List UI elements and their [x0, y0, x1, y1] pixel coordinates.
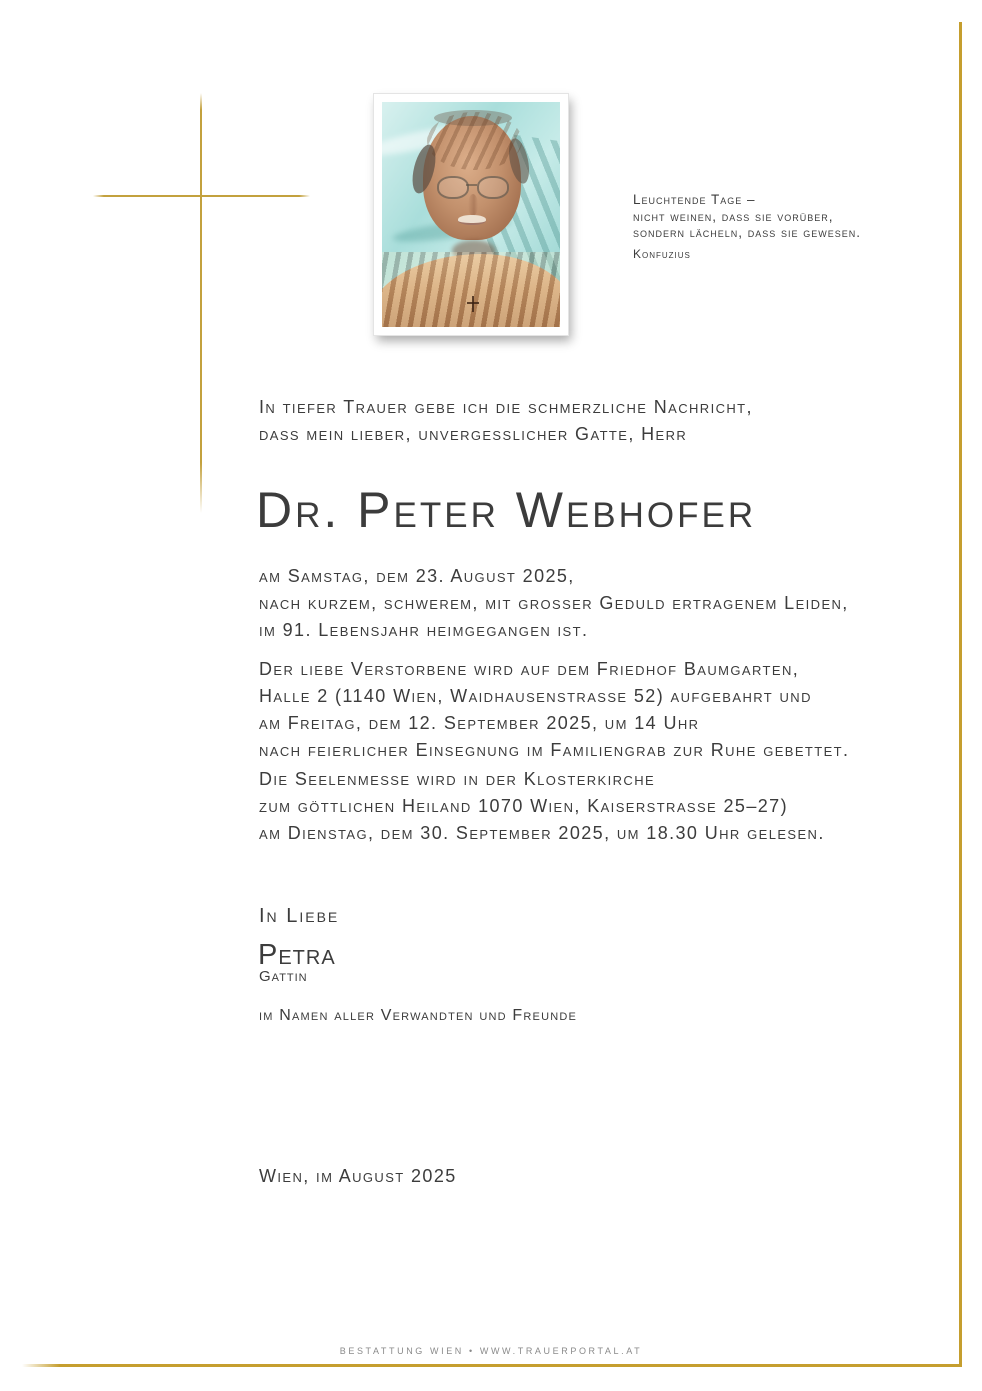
light-stripes-chest — [382, 252, 560, 327]
glasses-lens — [477, 176, 509, 199]
deceased-name: Dr. Peter Webhofer — [256, 482, 757, 538]
text-line: Die Seelenmesse wird in der Klosterkirche — [259, 769, 656, 789]
quote-line: nicht weinen, dass sie vorüber, — [633, 208, 834, 224]
intro-line: dass mein lieber, unvergesslicher Gatte, Herr — [259, 424, 688, 444]
text-line: Halle 2 (1140 Wien, Waidhausenstrasse 52) aufgebahrt und — [259, 686, 812, 706]
intro-text — [259, 394, 753, 448]
on-behalf-text: im Namen aller Verwandten und Freunde — [259, 1007, 578, 1024]
text-line: am Freitag, dem 12. September 2025, um 14 Uhr — [259, 713, 700, 733]
text-line: am Samstag, dem 23. August 2025, — [259, 566, 575, 586]
closing-in-love: In Liebe — [259, 905, 340, 927]
cross-vertical-line — [200, 93, 202, 513]
light-stripes-face — [427, 112, 522, 170]
mourner-relation: Gattin — [259, 968, 308, 985]
place-date: Wien, im August 2025 — [259, 1166, 457, 1186]
quote-line: Leuchtende Tage – — [633, 192, 756, 207]
cross-horizontal-line — [93, 195, 310, 197]
mass-details — [259, 766, 825, 847]
quote-line: sondern lächeln, dass sie gewesen. — [633, 225, 862, 241]
necklace-cross-icon — [472, 296, 474, 312]
text-line: nach kurzem, schwerem, mit grosser Geduld ertragenem Leiden, — [259, 593, 849, 613]
portrait-nose — [468, 194, 478, 216]
footer-publisher: BESTATTUNG WIEN • WWW.TRAUERPORTAL.AT — [339, 1346, 643, 1356]
necklace-cross-icon — [467, 302, 479, 304]
text-line: im 91. Lebensjahr heimgegangen ist. — [259, 620, 589, 640]
glasses-bridge — [466, 184, 477, 186]
mourner-name: Petra — [258, 939, 336, 971]
portrait-smile — [458, 215, 486, 225]
text-line: Der liebe Verstorbene wird auf dem Friedhof Baumgarten, — [259, 659, 800, 679]
gold-frame-right — [959, 22, 962, 1367]
quote-attribution: Konfuzius — [633, 247, 691, 262]
deceased-photo — [374, 94, 568, 335]
death-details — [259, 563, 849, 644]
portrait-image — [382, 102, 560, 327]
text-line: zum göttlichen Heiland 1070 Wien, Kaiserstrasse 25–27) — [259, 796, 788, 816]
intro-line: In tiefer Trauer gebe ich die schmerzliche Nachricht, — [259, 397, 753, 417]
text-line: am Dienstag, dem 30. September 2025, um 18.30 Uhr gelesen. — [259, 823, 825, 843]
text-line: nach feierlicher Einsegnung im Familiengrab zur Ruhe gebettet. — [259, 740, 850, 760]
quote-block — [633, 192, 861, 263]
glasses-lens — [437, 176, 469, 199]
funeral-details — [259, 656, 849, 764]
gold-frame-bottom — [22, 1364, 962, 1367]
